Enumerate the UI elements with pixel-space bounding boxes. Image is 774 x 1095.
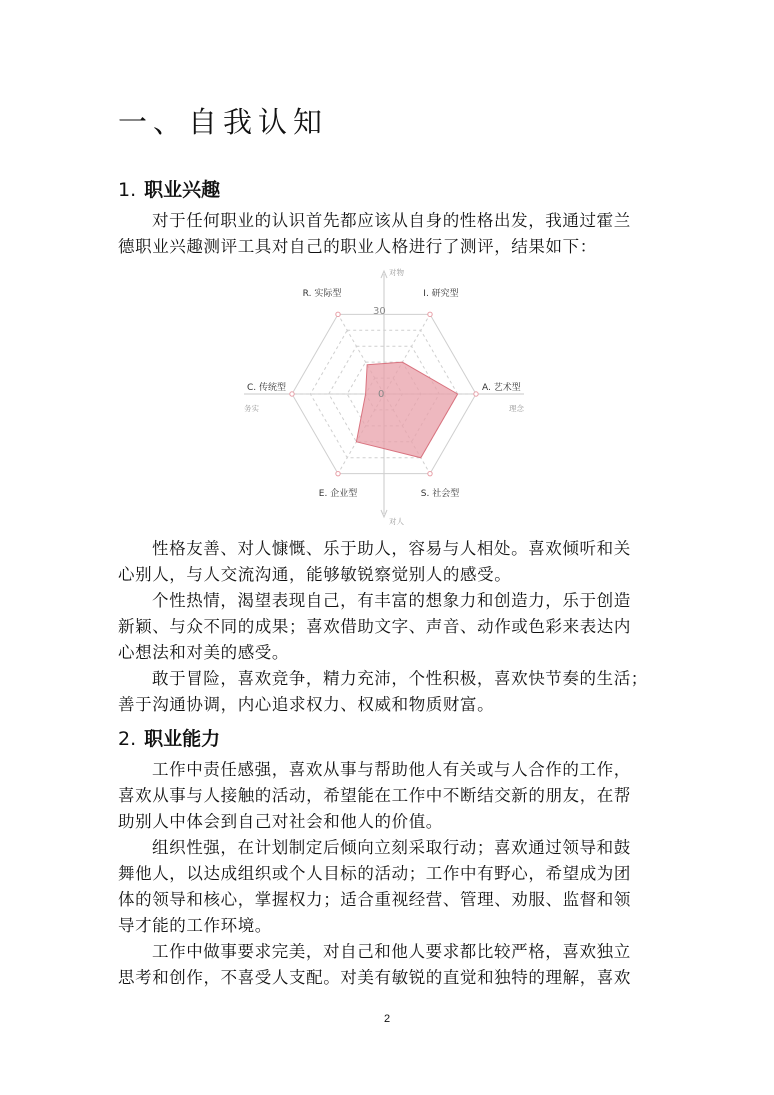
text-line: 舞他人，以达成组织或个人目标的活动；工作中有野心，希望成为团 [118, 864, 631, 883]
tick-label: 30 [373, 306, 386, 317]
data-series-area [356, 362, 457, 458]
paragraph-3 [118, 666, 658, 718]
axis-direction-label: 务实 [244, 404, 259, 413]
text-line: 心想法和对美的感受。 [118, 643, 289, 662]
text-line: 工作中责任感强，喜欢从事与帮助他人有关或与人合作的工作， [152, 760, 631, 779]
vertex-marker [474, 392, 478, 396]
text-line: 心别人，与人交流沟通，能够敏锐察觉别人的感受。 [118, 565, 512, 584]
section-heading-ability [118, 724, 220, 751]
page-heading: 一、自我认知 [118, 105, 329, 139]
section-title: 职业兴趣 [144, 179, 221, 201]
text-line: 体的领导和核心，掌握权力；适合重视经营、管理、劝服、监督和领 [118, 890, 631, 909]
category-label: A. 艺术型 [482, 383, 521, 393]
axis-direction-label: 对人 [389, 517, 404, 526]
section-title: 职业能力 [144, 728, 221, 750]
text-line: 导才能的工作环境。 [118, 916, 272, 935]
category-label: R. 实际型 [302, 289, 342, 299]
holland-radar-chart [240, 262, 540, 527]
vertex-marker [336, 471, 340, 475]
text-line: 工作中做事要求完美，对自己和他人要求都比较严格，喜欢独立 [152, 942, 631, 961]
category-label: S. 社会型 [420, 489, 460, 499]
paragraph-1 [118, 536, 658, 588]
vertex-marker [290, 392, 294, 396]
text-line: 敢于冒险，喜欢竞争，精力充沛，个性积极，喜欢快节奏的生活； [152, 669, 648, 688]
axis-direction-label: 理念 [509, 404, 524, 413]
intro-paragraph [118, 208, 658, 260]
section-heading-interest [118, 175, 220, 202]
text-line: 善于沟通协调，内心追求权力、权威和物质财富。 [118, 695, 495, 714]
category-label: E. 企业型 [318, 489, 358, 499]
paragraph-5 [118, 835, 658, 939]
text-line: 思考和创作，不喜受人支配。对美有敏锐的直觉和独特的理解，喜欢 [118, 968, 631, 987]
section-number: 1. [118, 179, 137, 201]
paragraph-2 [118, 588, 658, 666]
vertex-marker [336, 312, 340, 316]
category-label: I. 研究型 [423, 289, 459, 299]
axis-direction-label: 对物 [389, 268, 404, 277]
text-line: 个性热情，渴望表现自己，有丰富的想象力和创造力，乐于创造 [152, 591, 631, 610]
paragraph-6 [118, 939, 658, 991]
section-number: 2. [118, 728, 137, 750]
text-line: 对于任何职业的认识首先都应该从自身的性格出发，我通过霍兰 [152, 211, 631, 230]
text-line: 喜欢从事与人接触的活动，希望能在工作中不断结交新的朋友，在帮 [118, 786, 631, 805]
paragraph-4 [118, 757, 658, 835]
category-label: C. 传统型 [246, 383, 286, 393]
page-number: 2 [383, 1013, 391, 1025]
text-line: 组织性强，在计划制定后倾向立刻采取行动；喜欢通过领导和鼓 [152, 838, 631, 857]
text-line: 德职业兴趣测评工具对自己的职业人格进行了测评，结果如下： [118, 237, 597, 256]
tick-label: 0 [378, 389, 385, 400]
text-line: 助别人中体会到自己对社会和他人的价值。 [118, 812, 443, 831]
vertex-marker [428, 312, 432, 316]
text-line: 性格友善、对人慷慨、乐于助人，容易与人相处。喜欢倾听和关 [152, 539, 631, 558]
text-line: 新颖、与众不同的成果；喜欢借助文字、声音、动作或色彩来表达内 [118, 617, 631, 636]
vertex-marker [428, 471, 432, 475]
